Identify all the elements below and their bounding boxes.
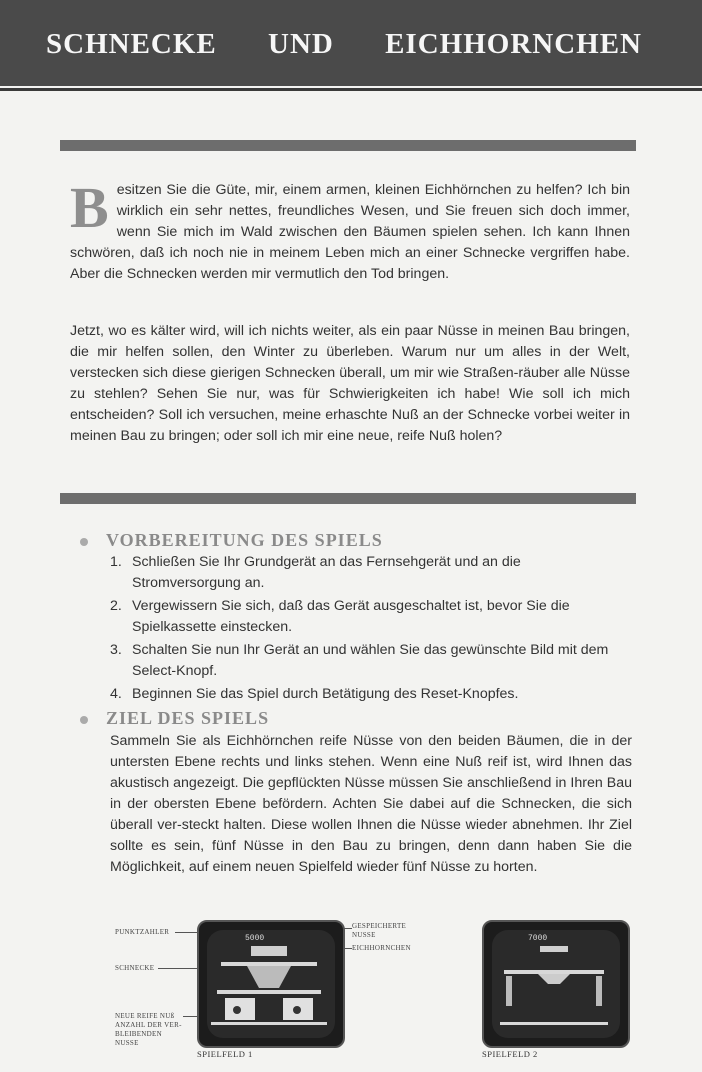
score-readout: 5000 <box>245 934 265 943</box>
label-eichhornchen: EICHHORNCHEN <box>352 944 411 952</box>
list-number: 3. <box>110 642 122 658</box>
header-rule <box>0 88 702 91</box>
list-text: Beginnen Sie das Spiel durch Betätigung des Reset-Knopfes. <box>132 686 519 702</box>
section-heading-text: VORBEREITUNG DES SPIELS <box>106 530 383 550</box>
goal-paragraph: Sammeln Sie als Eichhörnchen reife Nüsse von den beiden Bäumen, die in der untersten Ebene rechts und links stehen. Wenn eine Nuß reif ist, wird Ihnen das akustisch angezeigt. Die gepflückten Nüsse müssen Sie anschließend in Ihren Bau in der obersten Ebene befördern. Achten Sie dabei auf die Schnecken, die sich überall ver-steckt halten. Diese wollen Ihnen die Nüsse wieder abnehmen. Ihr Ziel sollte es sein, fünf Nüsse in den Bau zu bringen, denn dann haben Sie die Möglichkeit, auf einem neuen Spielfeld wieder fünf Nüsse zu horten. <box>110 733 632 875</box>
leader-line <box>175 932 197 933</box>
intro-paragraph-2: Jetzt, wo es kälter wird, will ich nichts weiter, als ein paar Nüsse in meinen Bau bringen, die mir helfen sollen, den Winter zu überleben. Warum nur um alles in der Welt, verstecken sich diese gierigen Schnecken überall, um mir wie Straßen-räuber alle Nüsse zu stehlen? Sehen Sie nur, was für Schwierigkeiten ich habe! Wie soll ich mich entscheiden? Soll ich versuchen, meine erhaschte Nuß an der Schnecke vorbei weiter in meinen Bau zu bringen; oder soll ich mir eine neue, reife Nuß holen? <box>70 323 630 444</box>
label-nusse-right: NUSSE <box>352 931 376 939</box>
leader-line <box>158 968 197 969</box>
label-punktzahler: PUNKTZAHLER <box>115 928 170 936</box>
drop-cap: B <box>70 175 109 240</box>
section-heading-ziel <box>80 708 269 729</box>
screenshot-spielfeld-2 <box>482 920 630 1048</box>
label-nusse: NUSSE <box>115 1039 139 1047</box>
game-scene-2 <box>492 930 616 1034</box>
leader-line <box>183 1016 197 1017</box>
list-item <box>110 552 630 594</box>
list-item <box>110 596 630 638</box>
list-text: Vergewissern Sie sich, daß das Gerät ausgeschaltet ist, bevor Sie die Spielkassette einstecken. <box>132 598 570 635</box>
screenshot-spielfeld-1 <box>197 920 345 1048</box>
list-number: 4. <box>110 686 122 702</box>
section-heading-vorbereitung <box>80 530 383 551</box>
title-banner <box>0 0 702 86</box>
game-scene-1 <box>207 930 331 1034</box>
title-word-3: EICHHORNCHEN <box>385 28 642 60</box>
list-text: Schalten Sie nun Ihr Gerät an und wählen Sie das gewünschte Bild mit dem Select-Knopf. <box>132 642 609 679</box>
section-heading-text: ZIEL DES SPIELS <box>106 708 270 728</box>
title-word-2: UND <box>268 28 334 60</box>
list-text: Schließen Sie Ihr Grundgerät an das Fernsehgerät und an die Stromversorgung an. <box>132 554 521 591</box>
divider-bar-middle <box>60 493 636 504</box>
divider-bar-top <box>60 140 636 151</box>
intro-paragraph-1 <box>70 175 630 285</box>
title-word-1: SCHNECKE <box>46 28 217 60</box>
label-neue-reife-nuss: NEUE REIFE NUß <box>115 1012 175 1020</box>
bullet-icon <box>80 538 88 546</box>
score-readout: 7000 <box>528 934 548 943</box>
list-item <box>110 640 630 682</box>
page-title <box>0 28 702 61</box>
caption-spielfeld-2: SPIELFELD 2 <box>482 1049 538 1059</box>
label-anzahl: ANZAHL DER VER- <box>115 1021 182 1029</box>
label-bleibenden: BLEIBENDEN <box>115 1030 162 1038</box>
screen-display <box>492 930 620 1038</box>
label-schnecke: SCHNECKE <box>115 964 155 972</box>
list-number: 1. <box>110 554 122 570</box>
screen-display <box>207 930 335 1038</box>
bullet-icon <box>80 716 88 724</box>
list-number: 2. <box>110 598 122 614</box>
intro-paragraph-1-text: esitzen Sie die Güte, mir, einem armen, kleinen Eichhörnchen zu helfen? Ich bin wirklich ein sehr nettes, freundliches Wesen, und Sie freuen sich doch immer, wenn Sie mich im Wald zwischen den Bäumen spielen sehen. Ich kann Ihnen schwören, daß ich noch nie in meinem Leben mich an einer Schnecke vergriffen habe. Aber die Schnecken werden mir vermutlich den Tod bringen. <box>70 182 630 282</box>
label-gespeicherte: GESPEICHERTE <box>352 922 407 930</box>
list-item <box>110 684 630 705</box>
setup-steps-list <box>110 552 630 707</box>
caption-spielfeld-1: SPIELFELD 1 <box>197 1049 253 1059</box>
